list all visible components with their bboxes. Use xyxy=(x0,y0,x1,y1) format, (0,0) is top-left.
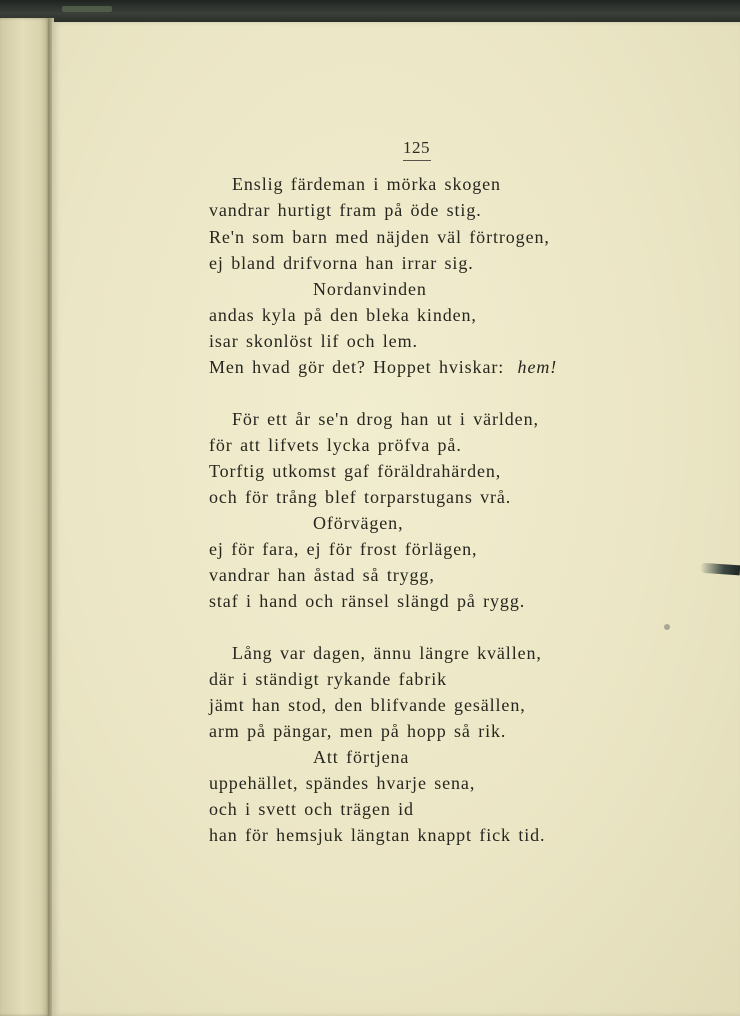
poem-line: arm på pängar, men på hopp så rik. xyxy=(209,721,507,741)
poem-line: Nordanvinden xyxy=(313,279,427,299)
poem-line: Re'n som barn med näjden väl förtrogen, xyxy=(209,227,550,247)
poem-line: isar skonlöst lif och lem. xyxy=(209,331,418,351)
paper-speck xyxy=(664,624,670,630)
poem-line: Oförvägen, xyxy=(313,513,404,533)
poem-line: Torftig utkomst gaf föräldrahärden, xyxy=(209,461,502,481)
poem-line: ej bland drifvorna han irrar sig. xyxy=(209,253,474,273)
poem-line: vandrar hurtigt fram på öde stig. xyxy=(209,200,482,220)
poem-line: staf i hand och ränsel slängd på rygg. xyxy=(209,591,526,611)
poem-line: vandrar han åstad så trygg, xyxy=(209,565,435,585)
page-number: 125 xyxy=(403,138,430,157)
poem-line: jämt han stod, den blifvande gesällen, xyxy=(209,695,526,715)
poem-line: för att lifvets lycka pröfva på. xyxy=(209,435,462,455)
poem-line: ej för fara, ej för frost förlägen, xyxy=(209,539,478,559)
poem-line: Enslig färdeman i mörka skogen xyxy=(232,174,501,194)
poem-line: uppehället, spändes hvarje sena, xyxy=(209,773,476,793)
poem-line-emphasis: hem! xyxy=(517,357,558,377)
poem-line: För ett år se'n drog han ut i världen, xyxy=(232,409,539,429)
poem-line: och i svett och trägen id xyxy=(209,799,414,819)
poem-line xyxy=(209,357,557,377)
poem-line: han för hemsjuk längtan knappt fick tid. xyxy=(209,825,546,845)
poem-line: andas kyla på den bleka kinden, xyxy=(209,305,477,325)
poem-line-text: Men hvad gör det? Hoppet hviskar: xyxy=(209,357,505,377)
poem-line: där i ständigt rykande fabrik xyxy=(209,669,448,689)
poem-line: och för trång blef torparstugans vrå. xyxy=(209,487,512,507)
poem-line: Lång var dagen, ännu längre kvällen, xyxy=(232,643,542,663)
poem-line: Att förtjena xyxy=(313,747,410,767)
